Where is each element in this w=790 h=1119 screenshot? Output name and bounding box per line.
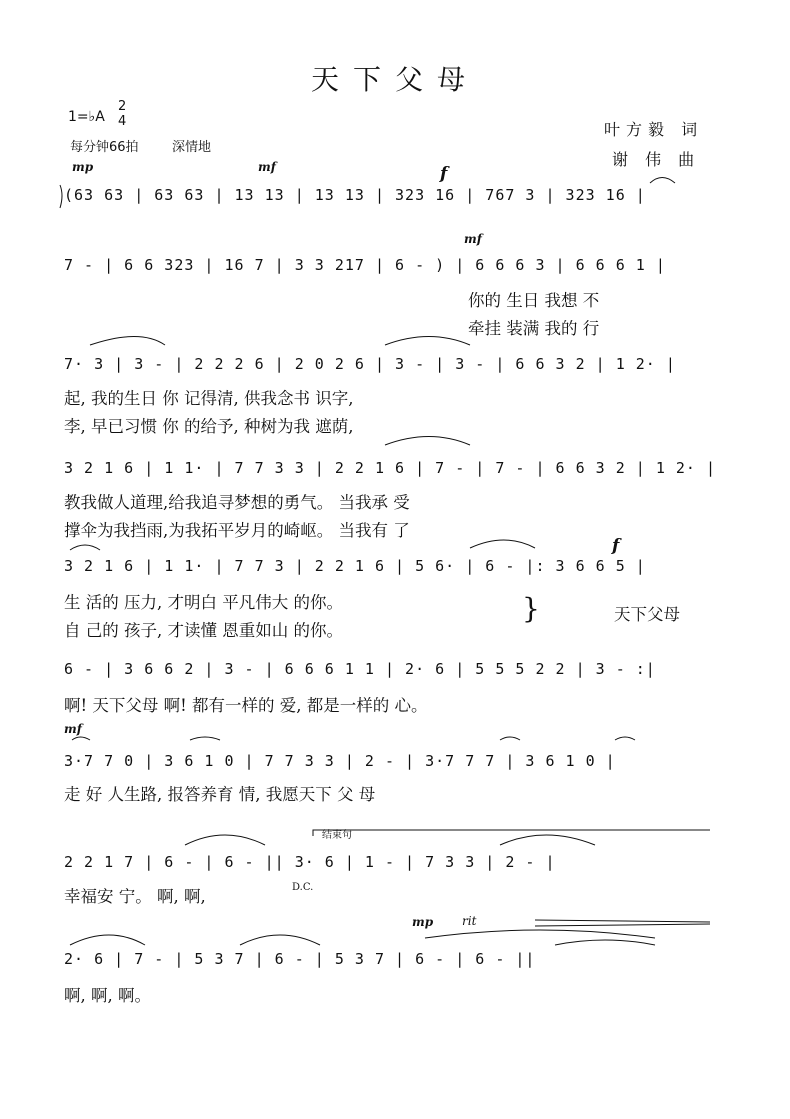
dynamic-mf: mf [464, 232, 482, 246]
dynamic-mf: mf [64, 722, 82, 736]
lyric-row-4-verse-1: 教我做人道理,给我追寻梦想的勇气。 当我承 受 [64, 493, 410, 512]
lyric-row-2-verse-1: 你的 生日 我想 不 [468, 291, 600, 310]
tempo-marking: 每分钟66拍 [70, 140, 139, 155]
score-row-4-notes: 3 2 1 6 | 1 1· | 7 7 3 3 | 2 2 1 6 | 7 - | 7 - | 6 6 3 2 | 1 2· | [64, 459, 716, 477]
lyric-row-8: 幸福安 宁。 啊, 啊, [64, 887, 206, 906]
ending-phrase-marker: 结束句 [322, 830, 352, 841]
slur-mark [615, 737, 635, 740]
dynamic-f: f [440, 164, 448, 184]
score-row-8-notes: 2 2 1 7 | 6 - | 6 - || 3· 6 | 1 - | 7 3 3 | 2 - | [64, 853, 556, 871]
score-row-2-notes: 7 - | 6 6 323 | 16 7 | 3 3 217 | 6 - ) | 6 6 6 3 | 6 6 6 1 | [64, 256, 666, 274]
lyric-row-4-verse-2: 撑伞为我挡雨,为我拓平岁月的崎岖。 当我有 了 [64, 521, 410, 540]
slur-mark [70, 545, 100, 550]
score-row-5-notes: 3 2 1 6 | 1 1· | 7 7 3 | 2 2 1 6 | 5 6· | 6 - |: 3 6 6 5 | [64, 557, 646, 575]
slur-mark [500, 737, 520, 740]
score-row-9-notes: 2· 6 | 7 - | 5 3 7 | 6 - | 5 3 7 | 6 - | 6 - || [64, 950, 536, 968]
slur-mark [190, 737, 220, 740]
side-lyric: 天下父母 [614, 605, 680, 624]
slur-mark [555, 940, 655, 945]
time-signature-top: 2 [118, 99, 127, 114]
score-row-7-notes: 3·7 7 0 | 3 6 1 0 | 7 7 3 3 | 2 - | 3·7 7 7 | 3 6 1 0 | [64, 752, 616, 770]
slur-mark [70, 935, 145, 945]
slur-mark [385, 437, 470, 446]
slur-mark [470, 540, 535, 548]
slur-mark [500, 835, 595, 845]
slur-mark [90, 337, 165, 346]
score-row-1-notes: (63 63 | 63 63 | 13 13 | 13 13 | 323 16 | 767 3 | 323 16 | [64, 186, 646, 204]
verse-brace: } [522, 592, 540, 625]
dynamic-rit: rit [462, 914, 477, 928]
slur-mark [72, 737, 90, 740]
lyricist-credit: 叶方毅 词 [604, 120, 704, 139]
dynamic-mf: mf [258, 160, 276, 174]
lyric-row-6: 啊! 天下父母 啊! 都有一样的 爱, 都是一样的 心。 [64, 696, 428, 715]
composer-credit: 谢 伟 曲 [612, 150, 701, 169]
expression-marking: 深情地 [172, 140, 212, 155]
slur-mark [385, 337, 470, 346]
dc-marker: D.C. [292, 882, 314, 893]
lyric-row-2-verse-2: 牵挂 装满 我的 行 [468, 319, 600, 338]
opening-parenthesis-mark [60, 185, 62, 208]
score-row-6-notes: 6 - | 3 6 6 2 | 3 - | 6 6 6 1 1 | 2· 6 | 5 5 5 2 2 | 3 - :| [64, 660, 656, 678]
lyric-row-7: 走 好 人生路, 报答养育 情, 我愿天下 父 母 [64, 785, 376, 804]
score-row-3-notes: 7· 3 | 3 - | 2 2 2 6 | 2 0 2 6 | 3 - | 3 - | 6 6 3 2 | 1 2· | [64, 355, 676, 373]
lyric-row-5-verse-2: 自 己的 孩子, 才读懂 恩重如山 的你。 [64, 621, 343, 640]
ending-phrase-bracket [313, 830, 710, 836]
song-title: 天下父母 [310, 63, 479, 96]
slur-mark [185, 835, 265, 845]
lyric-row-5-verse-1: 生 活的 压力, 才明白 平凡伟大 的你。 [64, 593, 343, 612]
lyric-row-3-verse-2: 李, 早已习惯 你 的给予, 种树为我 遮荫, [64, 417, 354, 436]
dynamic-f: f [612, 536, 620, 556]
slur-mark [650, 178, 675, 184]
slur-mark [240, 935, 320, 945]
key-signature: 1=♭A [68, 109, 105, 125]
slur-mark [425, 930, 655, 938]
dynamic-mp: mp [412, 915, 434, 929]
dynamic-mp: mp [72, 160, 94, 174]
time-signature-bottom: 4 [118, 114, 127, 129]
lyric-row-9: 啊, 啊, 啊。 [64, 986, 151, 1005]
diminuendo-mark [535, 920, 710, 926]
lyric-row-3-verse-1: 起, 我的生日 你 记得清, 供我念书 识字, [64, 389, 354, 408]
